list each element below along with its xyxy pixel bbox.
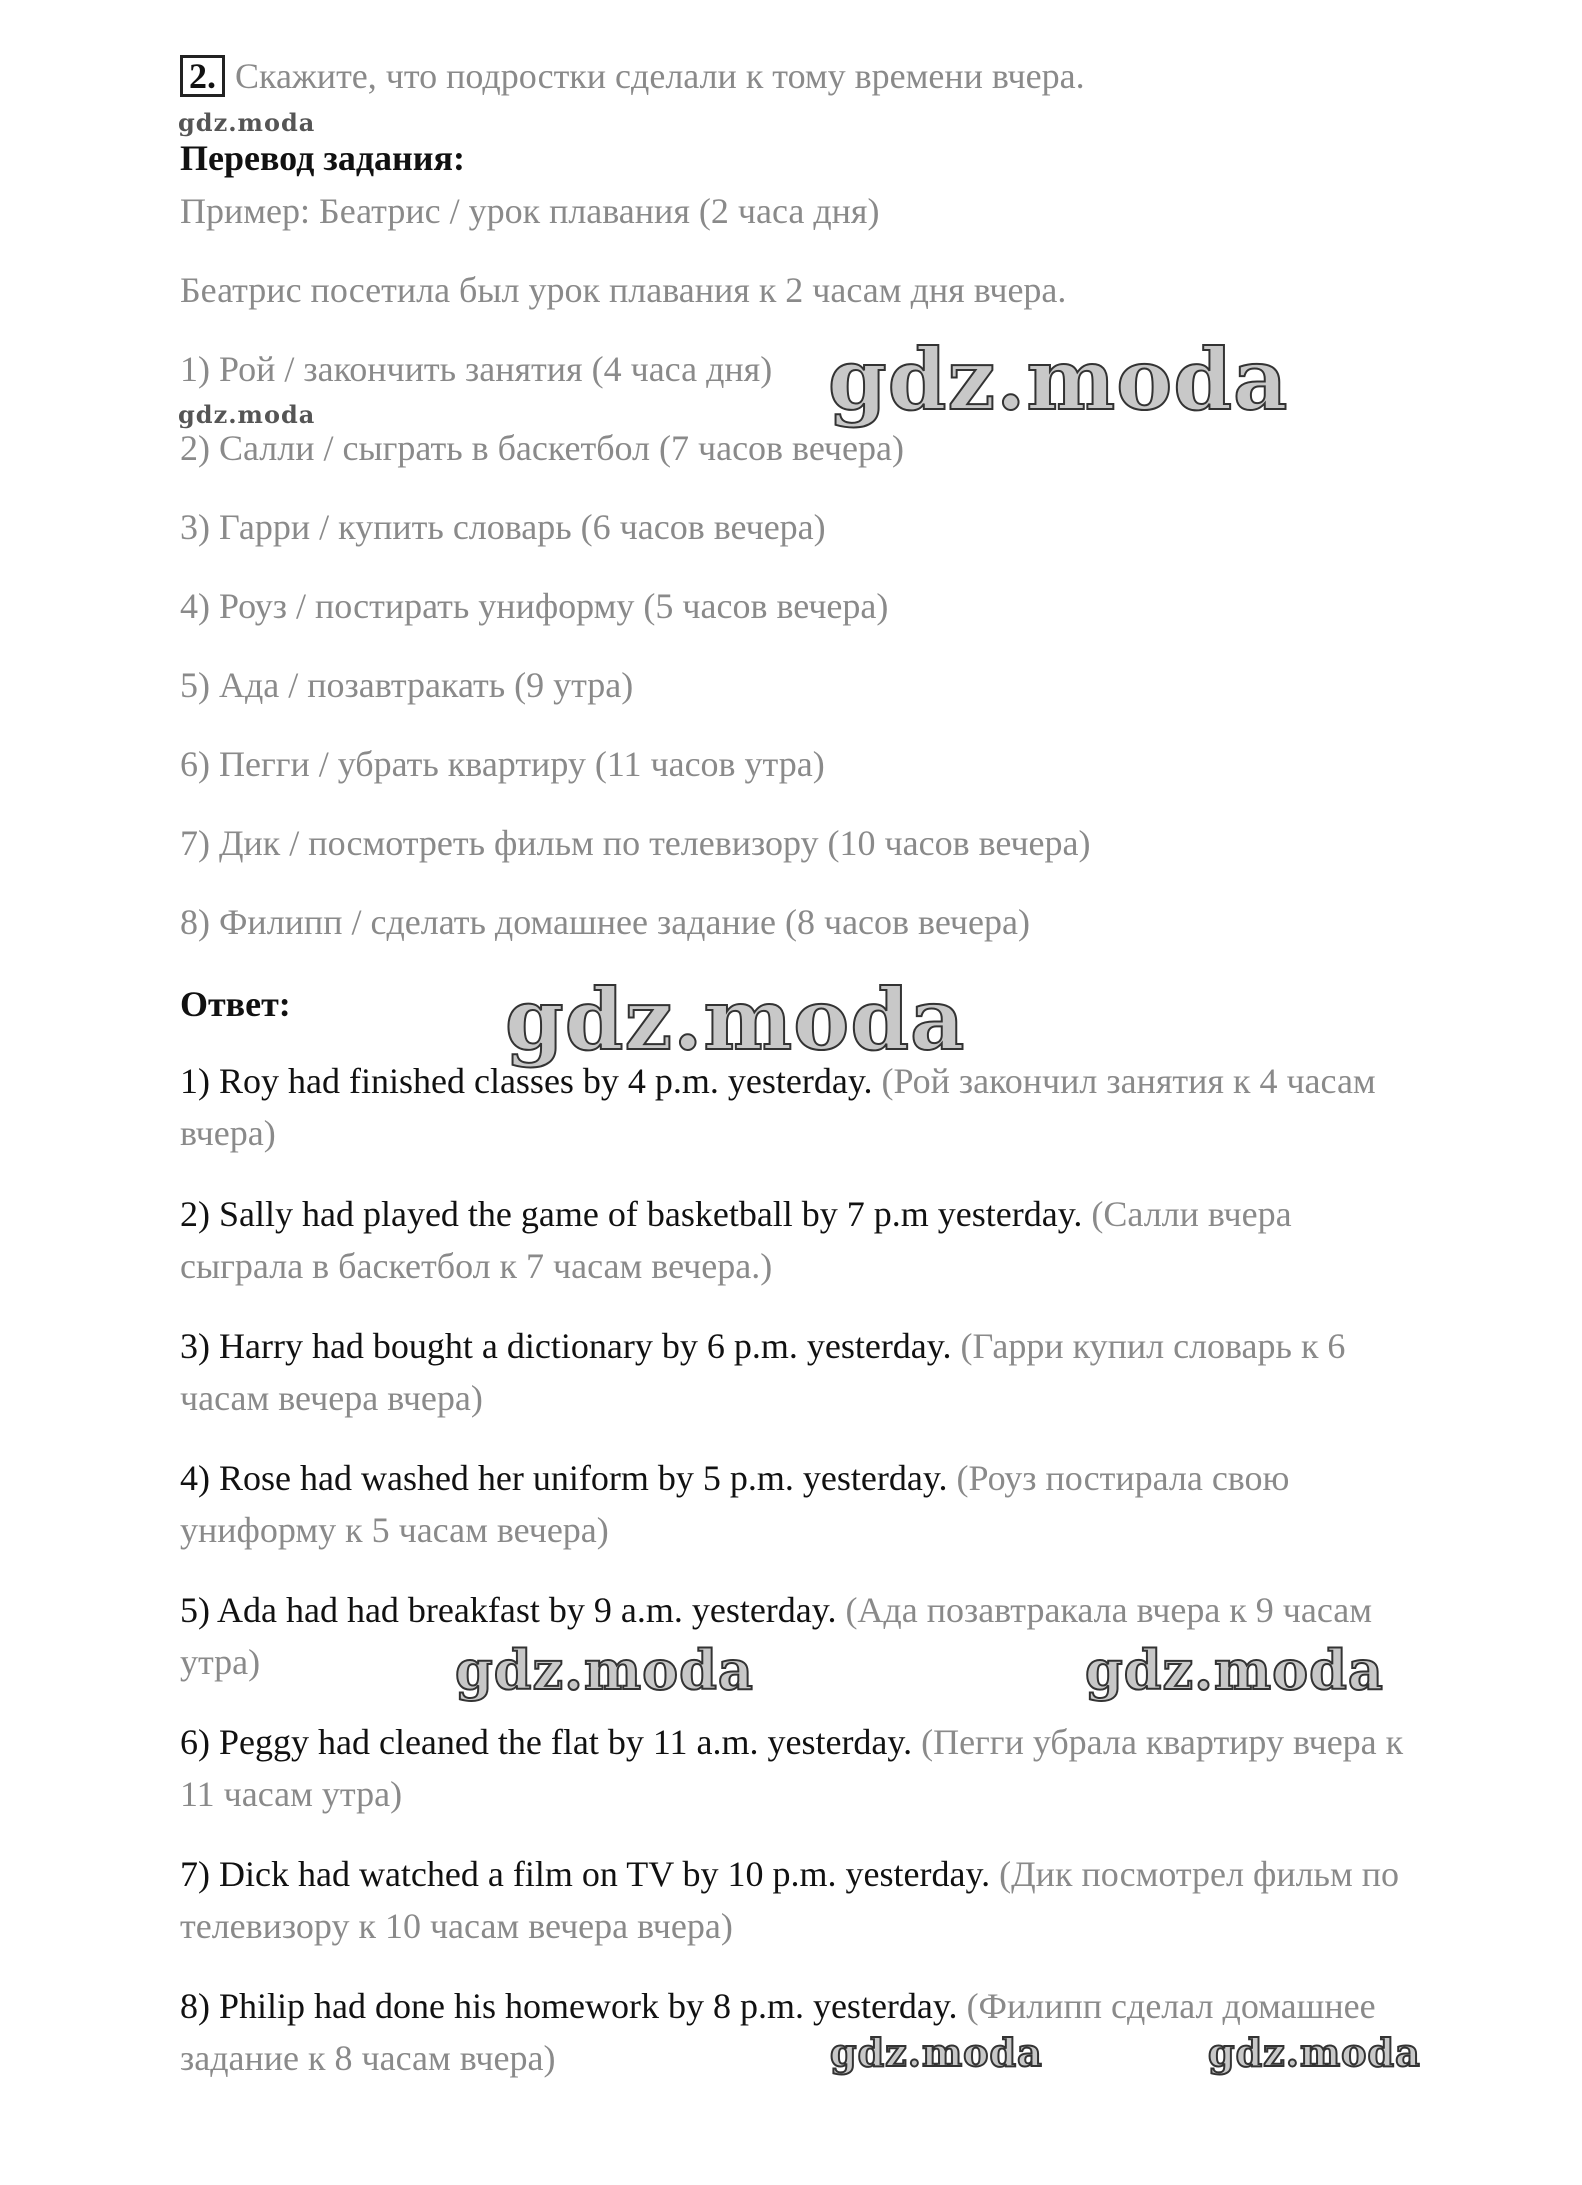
answer-russian: (Пегги убрала квартиру вчера к 11 часам утра) [180, 1722, 1404, 1814]
translation-item: 5) Ада / позавтракать (9 утра) [180, 665, 634, 705]
answer-russian: (Гарри купил словарь к 6 часам вечера вчера) [180, 1326, 1346, 1418]
answer-english: 7) Dick had watched a film on TV by 10 p.m. yesterday. [180, 1854, 991, 1894]
watermark-logo: gdz.moda [455, 1638, 754, 1702]
answer-english: 8) Philip had done his homework by 8 p.m. yesterday. [180, 1986, 958, 2026]
answer-russian: (Роуз постирала свою униформу к 5 часам вечера) [180, 1458, 1290, 1550]
translation-example-answer: Беатрис посетила был урок плавания к 2 часам дня вчера. [180, 270, 1067, 310]
answer-item [180, 1452, 1410, 1556]
answer-item [180, 1320, 1410, 1424]
translation-item: 2) Салли / сыграть в баскетбол (7 часов вечера) [180, 428, 904, 468]
answer-russian: (Дик посмотрел фильм по телевизору к 10 часам вечера вчера) [180, 1854, 1400, 1946]
answer-english: 2) Sally had played the game of basketball by 7 p.m yesterday. [180, 1194, 1083, 1234]
translation-example: Пример: Беатрис / урок плавания (2 часа дня) [180, 191, 880, 231]
translation-item: 6) Пегги / убрать квартиру (11 часов утра) [180, 744, 825, 784]
task-header [180, 50, 1085, 102]
answer-english: 3) Harry had bought a dictionary by 6 p.m. yesterday. [180, 1326, 952, 1366]
watermark-logo: gdz.moda [830, 2030, 1043, 2075]
answer-english: 4) Rose had washed her uniform by 5 p.m. yesterday. [180, 1458, 948, 1498]
watermark-logo: gdz.moda [1208, 2030, 1421, 2075]
answer-english: 6) Peggy had cleaned the flat by 11 a.m. yesterday. [180, 1722, 913, 1762]
answer-russian: (Филипп сделал домашнее задание к 8 часам вчера) [180, 1986, 1376, 2078]
translation-item: 4) Роуз / постирать униформу (5 часов вечера) [180, 586, 889, 626]
watermark-logo: gdz.moda [178, 108, 316, 137]
answer-russian: (Ада позавтракала вчера к 9 часам утра) [180, 1590, 1373, 1682]
answer-item [180, 1716, 1410, 1820]
translation-heading: Перевод задания: [180, 138, 465, 178]
answer-russian: (Рой закончил занятия к 4 часам вчера) [180, 1061, 1376, 1153]
watermark-logo: gdz.moda [178, 400, 316, 429]
task-number: 2. [180, 55, 225, 97]
watermark-logo: gdz.moda [505, 970, 966, 1069]
answer-item [180, 1055, 1410, 1159]
translation-item: 3) Гарри / купить словарь (6 часов вечера) [180, 507, 826, 547]
answer-item [180, 1848, 1410, 1952]
answer-russian: (Салли вчера сыграла в баскетбол к 7 часам вечера.) [180, 1194, 1292, 1286]
answer-heading: Ответ: [180, 984, 291, 1024]
task-instruction: Скажите, что подростки сделали к тому времени вчера. [235, 56, 1085, 96]
translation-item: 8) Филипп / сделать домашнее задание (8 часов вечера) [180, 902, 1030, 942]
answer-english: 1) Roy had finished classes by 4 p.m. yesterday. [180, 1061, 873, 1101]
answer-item [180, 1188, 1410, 1292]
answer-english: 5) Ada had had breakfast by 9 a.m. yesterday. [180, 1590, 837, 1630]
translation-item: 1) Рой / закончить занятия (4 часа дня) [180, 349, 773, 389]
translation-item: 7) Дик / посмотреть фильм по телевизору (10 часов вечера) [180, 823, 1091, 863]
watermark-logo: gdz.moda [828, 330, 1289, 429]
watermark-logo: gdz.moda [1085, 1638, 1384, 1702]
